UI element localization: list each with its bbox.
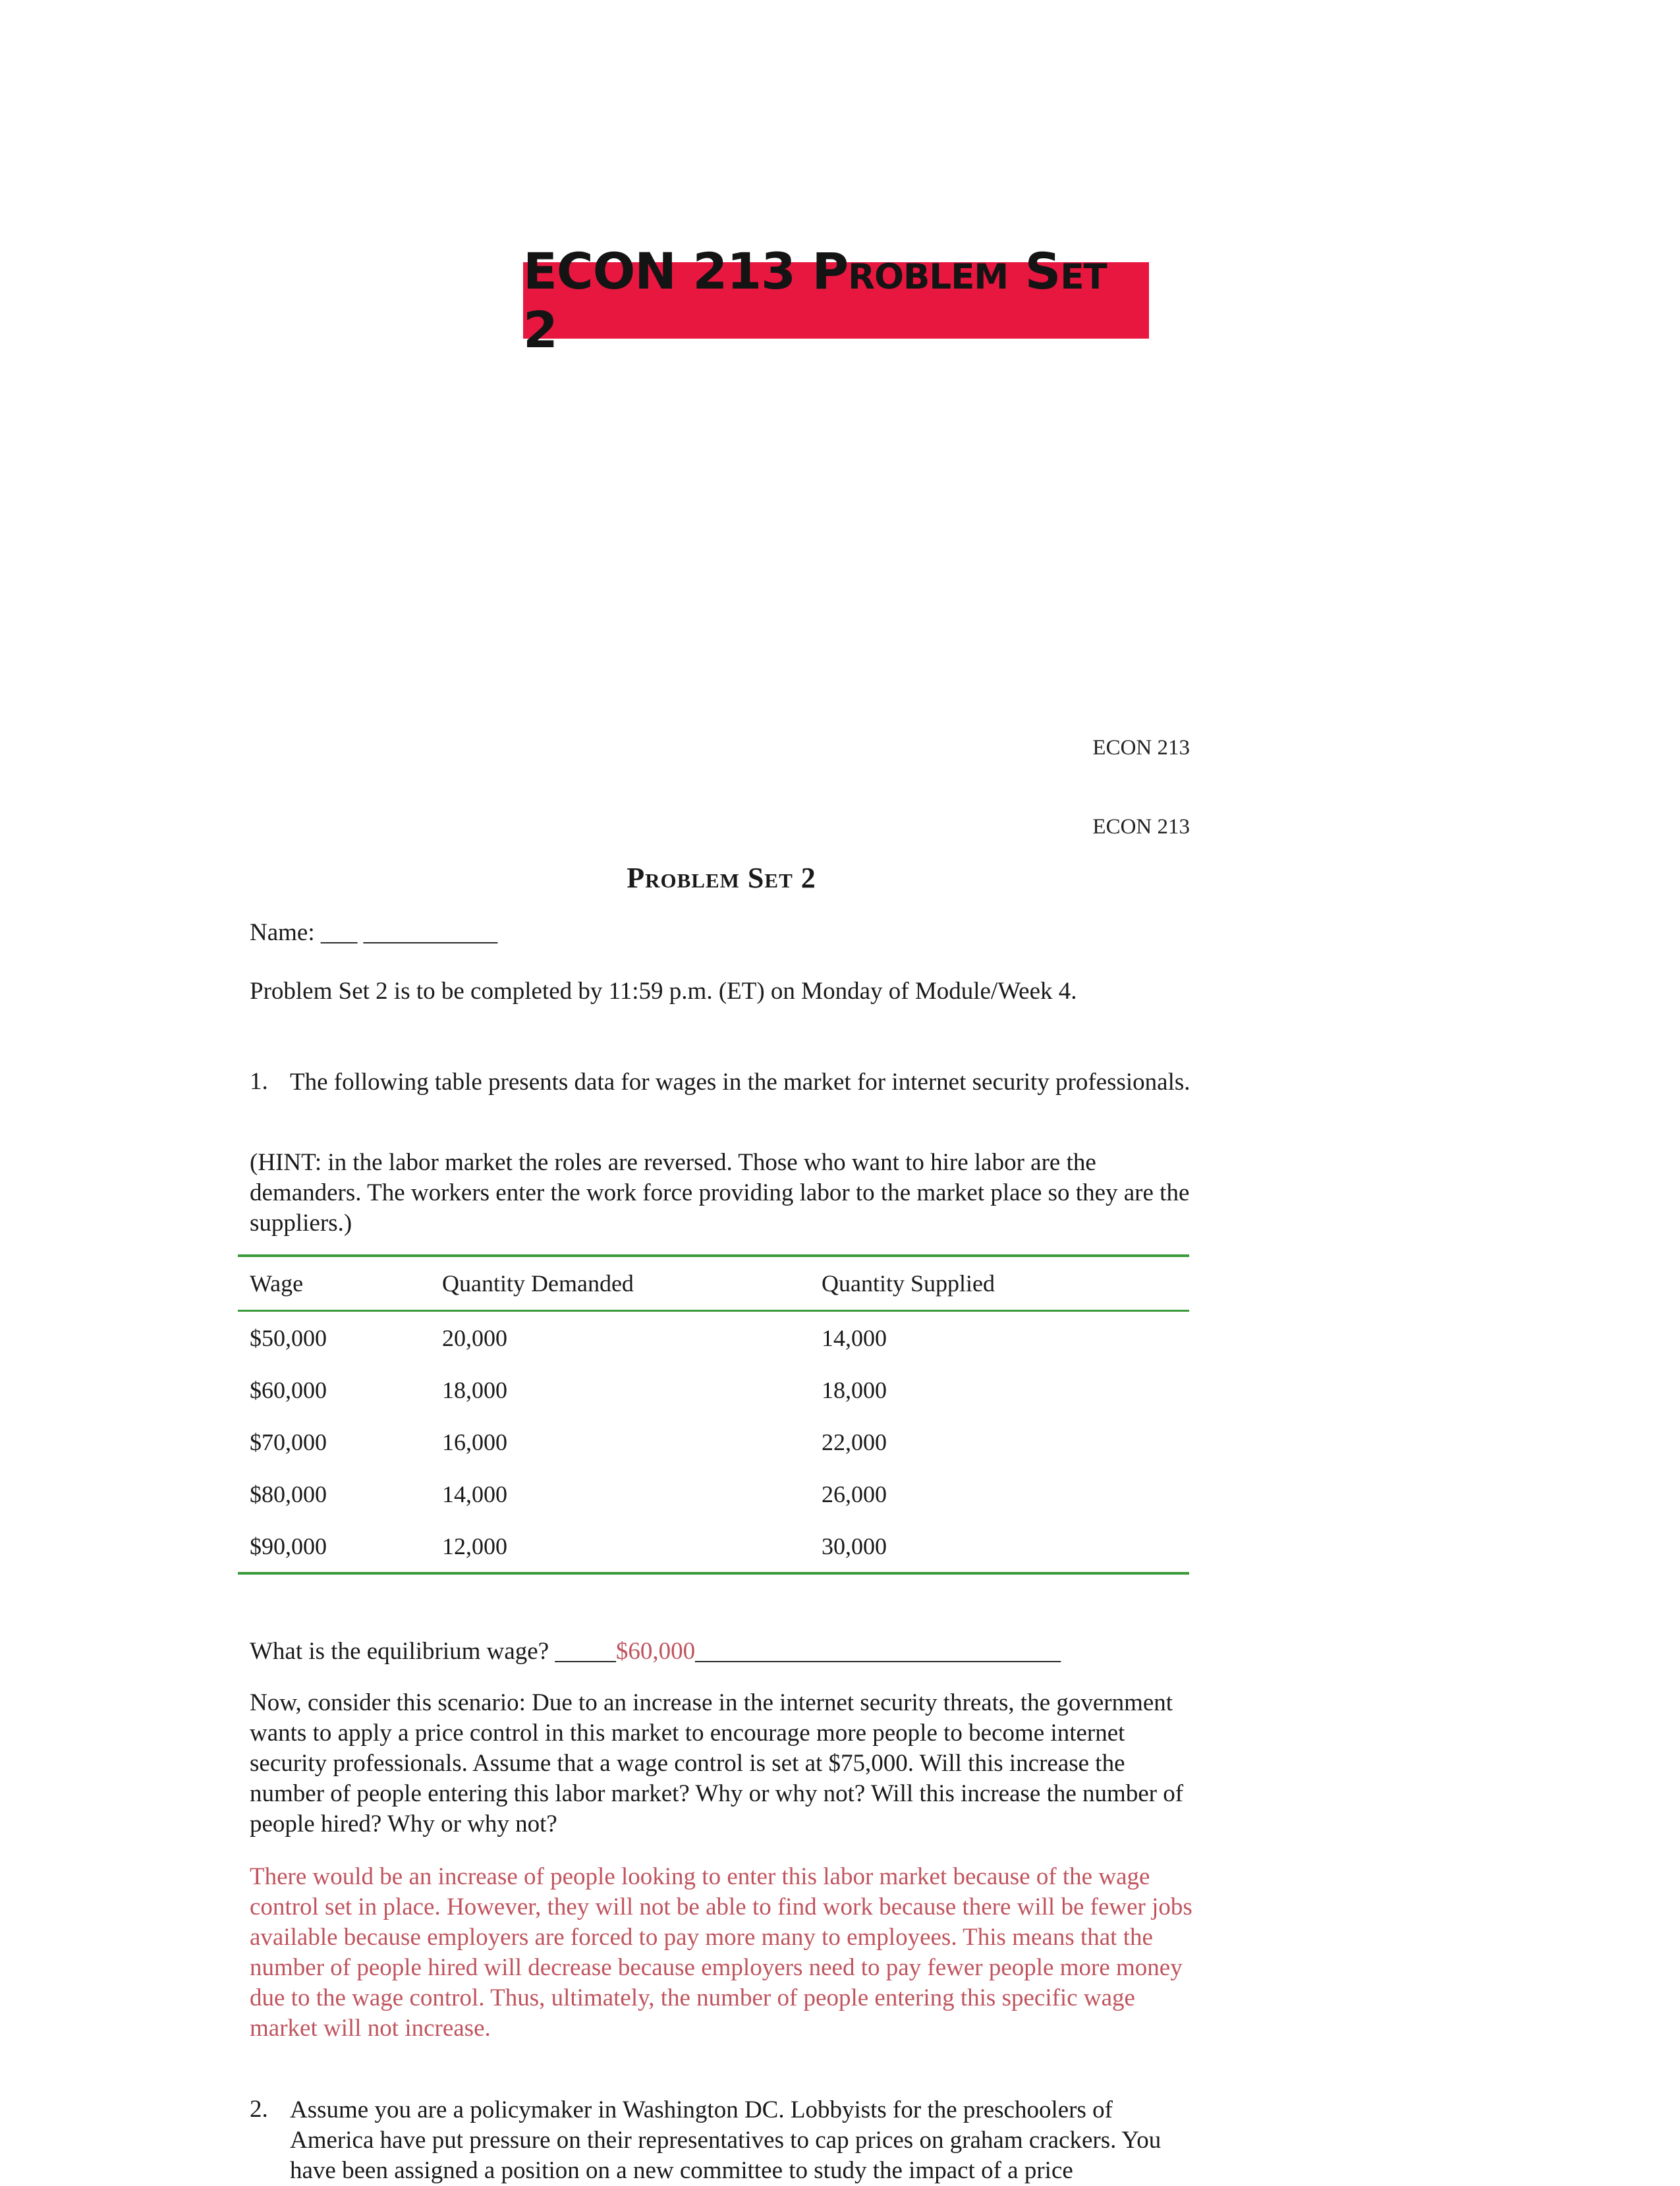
table-row <box>238 1468 1189 1520</box>
question-1-prompt: The following table presents data for wages in the market for internet security professionals. <box>290 1069 1190 1096</box>
cell-wage: $50,000 <box>250 1324 327 1351</box>
course-code-header-repeat: ECON 213 <box>1092 815 1190 839</box>
cell-quantity-demanded: 20,000 <box>442 1324 507 1351</box>
page-title: Problem Set 2 <box>627 862 816 894</box>
answer-blank-after: ______________________________ <box>695 1638 1061 1665</box>
name-line <box>250 918 1192 948</box>
name-blank: ___ ___________ <box>320 919 498 946</box>
course-code-header: ECON 213 <box>1092 736 1190 760</box>
answer-blank-before: _____ <box>555 1638 616 1665</box>
cell-quantity-supplied: 22,000 <box>822 1428 887 1455</box>
table-row <box>238 1311 1189 1364</box>
cell-wage: $60,000 <box>250 1376 327 1403</box>
table-header-row <box>238 1256 1189 1311</box>
question-1-number: 1. <box>250 1068 268 1095</box>
cell-quantity-supplied: 14,000 <box>822 1324 887 1351</box>
table-row <box>238 1364 1189 1416</box>
column-header-quantity-supplied: Quantity Supplied <box>822 1256 1189 1311</box>
cell-wage: $80,000 <box>250 1480 327 1507</box>
table-row <box>238 1520 1189 1573</box>
question-2-prompt: Assume you are a policymaker in Washington DC. Lobbyists for the preschoolers of America have put pressure on their representatives to cap prices on graham crackers. You have been assigned a position on a new committee to study the impact of a price <box>290 2096 1162 2184</box>
column-header-quantity-demanded: Quantity Demanded <box>442 1256 822 1311</box>
equilibrium-question-line <box>250 1637 1192 1667</box>
table-row <box>238 1416 1189 1468</box>
banner-title: ECON 213 Problem Set 2 <box>523 242 1107 359</box>
cell-wage: $70,000 <box>250 1428 327 1455</box>
title-banner <box>523 242 1149 359</box>
name-label: Name: <box>250 919 315 946</box>
equilibrium-question: What is the equilibrium wage? <box>250 1638 555 1665</box>
cell-quantity-demanded: 12,000 <box>442 1532 507 1559</box>
question-2-number: 2. <box>250 2096 268 2123</box>
equilibrium-answer: $60,000 <box>615 1638 696 1665</box>
cell-wage: $90,000 <box>250 1532 327 1559</box>
due-date-text: Problem Set 2 is to be completed by 11:59 p.m. (ET) on Monday of Module/Week 4. <box>250 978 1077 1005</box>
column-header-wage: Wage <box>238 1256 442 1311</box>
wage-table <box>238 1254 1189 1575</box>
cell-quantity-demanded: 14,000 <box>442 1480 507 1507</box>
wage-control-scenario: Now, consider this scenario: Due to an increase in the internet security threats, the government wants to apply a price control in this market to encourage more people to become internet security professionals. Assume that a wage control is set at $75,000. Will this increase the number of people entering this labor market? Why or why not? Will this increase the number of people hired? Why or why not? <box>250 1689 1184 1837</box>
question-1-hint: (HINT: in the labor market the roles are reversed. Those who want to hire labor are the demanders. The workers enter the work force providing labor to the market place so they are the suppliers.) <box>250 1149 1190 1237</box>
scenario-answer: There would be an increase of people looking to enter this labor market because of the wage control set in place. However, they will not be able to find work because there will be fewer jobs available because employers are forced to pay more many to employees. This means that the number of people hired will decrease because employers need to pay fewer people more money due to the wage control. Thus, ultimately, the number of people entering this specific wage market will not increase. <box>250 1863 1192 2042</box>
cell-quantity-supplied: 26,000 <box>822 1480 887 1507</box>
cell-quantity-supplied: 18,000 <box>822 1376 887 1403</box>
cell-quantity-demanded: 16,000 <box>442 1428 507 1455</box>
cell-quantity-supplied: 30,000 <box>822 1532 887 1559</box>
cell-quantity-demanded: 18,000 <box>442 1376 507 1403</box>
